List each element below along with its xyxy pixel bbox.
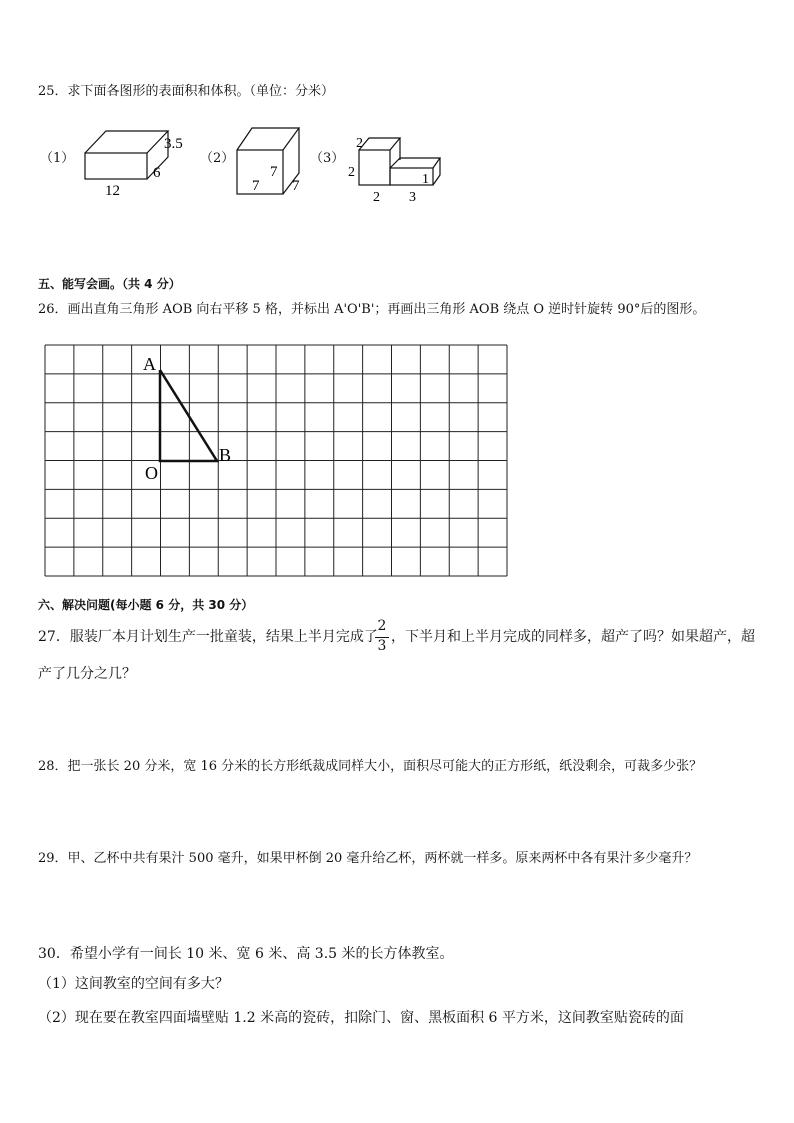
question-30-text: 30．希望小学有一间长 10 米、宽 6 米、高 3.5 米的长方体教室。 xyxy=(38,946,454,962)
cuboid-figure-1 xyxy=(80,125,200,200)
question-27-line2: 产了几分之几？ xyxy=(38,666,136,682)
right-triangle-aob xyxy=(160,370,217,461)
cube-height-label: 7 xyxy=(270,164,278,180)
question-26-text: 26．画出直角三角形 AOB 向右平移 5 格，并标出 A'O'B'；再画出三角形 AOB 绕点 O 逆时针旋转 90°后的图形。 xyxy=(38,302,706,317)
question-30-sub2: （2）现在要在教室四面墙壁贴 1.2 米高的瓷砖，扣除门、窗、黑板面积 6 平方米，这间教室贴瓷砖的面 xyxy=(38,1010,684,1026)
cube-width-label: 7 xyxy=(292,178,300,194)
point-a-label: A xyxy=(143,354,156,374)
section-6-title: 六、解决问题(每小题 6 分，共 30 分） xyxy=(38,598,254,612)
figure-3-front-length-label: 2 xyxy=(373,190,380,205)
point-b-label: B xyxy=(219,445,232,465)
figure-3-left-height-label: 2 xyxy=(348,165,355,180)
question-25-text: 25．求下面各图形的表面积和体积。（单位：分米） xyxy=(38,84,335,99)
fraction-denominator: 3 xyxy=(377,638,387,654)
composite-solid-figure-3 xyxy=(345,130,445,205)
fraction-numerator: 2 xyxy=(377,618,387,634)
figure-3-step-height-label: 1 xyxy=(422,172,429,187)
grid-figure xyxy=(40,340,515,582)
grid-lines xyxy=(45,345,507,576)
cuboid-1-length-label: 12 xyxy=(105,183,120,199)
figure-3-top-height-label: 2 xyxy=(356,136,363,151)
section-5-title: 五、能写会画。（共 4 分） xyxy=(38,277,181,291)
question-30-sub1: （1）这间教室的空间有多大？ xyxy=(38,976,229,992)
question-28-text: 28．把一张长 20 分米，宽 16 分米的长方形纸裁成同样大小，面积尽可能大的正方形纸，纸没剩余，可裁多少张？ xyxy=(38,759,703,774)
question-29-text: 29．甲、乙杯中共有果汁 500 毫升，如果甲杯倒 20 毫升给乙杯，两杯就一样多。原来两杯中各有果汁多少毫升？ xyxy=(38,851,698,866)
cube-length-label: 7 xyxy=(252,178,260,194)
cuboid-1-height-label: 3.5 xyxy=(164,136,183,152)
cuboid-1-width-label: 6 xyxy=(153,165,161,181)
question-27-line1-after: ，下半月和上半月完成的同样多，超产了吗？如果超产，超 xyxy=(391,629,755,645)
point-o-label: O xyxy=(145,463,158,483)
figure-3-step-length-label: 3 xyxy=(409,190,416,205)
figure-2-label: （2） xyxy=(200,151,235,166)
figure-1-label: （1） xyxy=(40,151,75,166)
figure-3-label: （3） xyxy=(310,151,345,166)
cube-figure-2 xyxy=(232,124,312,199)
question-27-line1-before: 27．服装厂本月计划生产一批童装，结果上半月完成了 xyxy=(38,629,378,645)
